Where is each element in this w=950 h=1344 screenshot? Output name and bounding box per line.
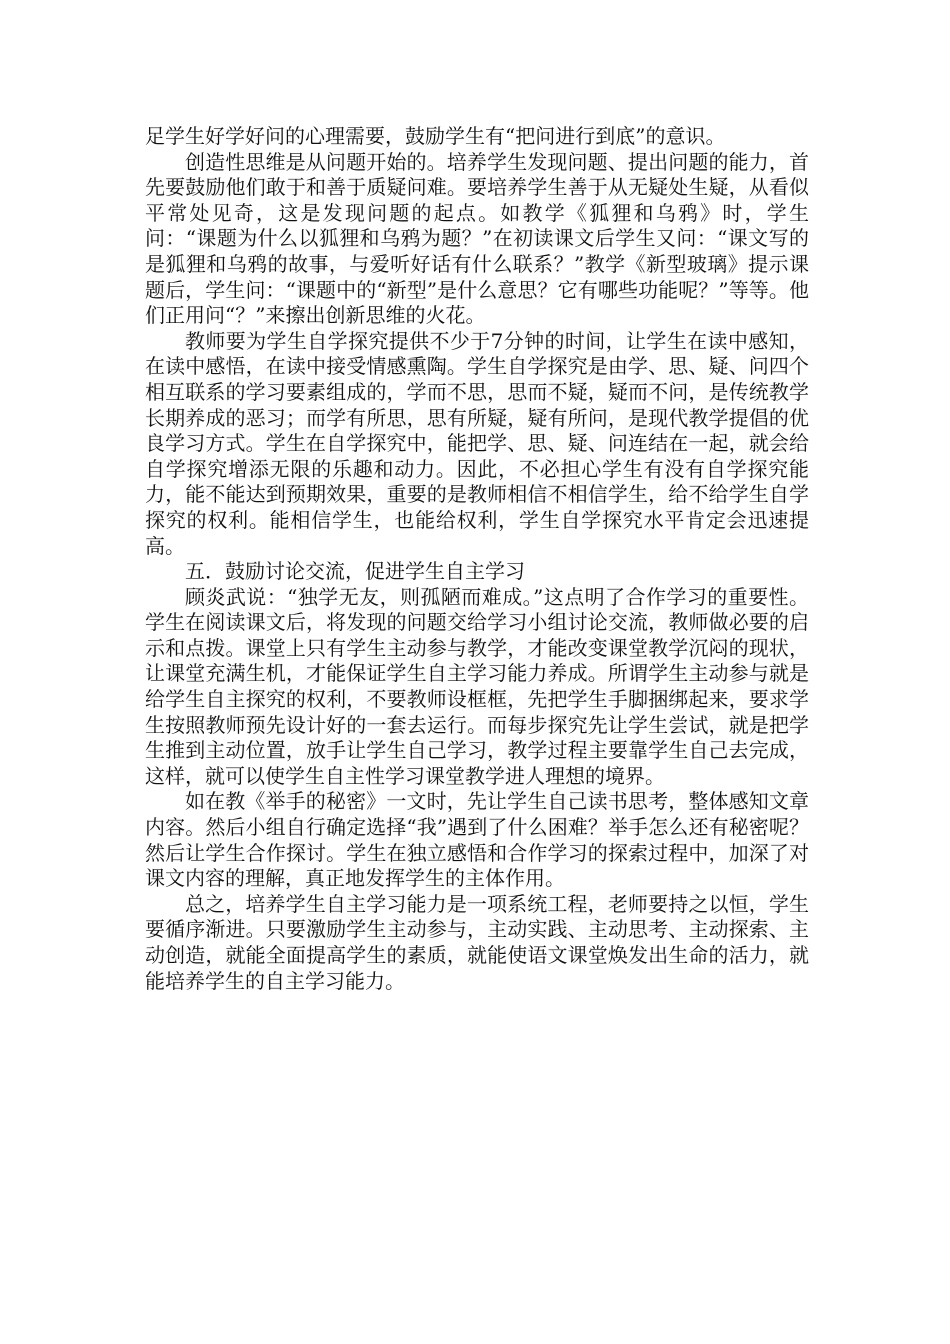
paragraph-example-lesson: 如在教《举手的秘密》一文时，先让学生自己读书思考，整体感知文章内容。然后小组自行确定选择“我”遇到了什么困难？举手怎么还有秘密呢？然后让学生合作探讨。学生在独立感悟和合作学习的探索过程中，加深了对课文内容的理解，真正地发挥学生的主体作用。 [145, 789, 809, 891]
paragraph-self-study-time: 教师要为学生自学探究提供不少于7分钟的时间，让学生在读中感知，在读中感悟，在读中接受情感熏陶。学生自学探究是由学、思、疑、问四个相互联系的学习要素组成的，学而不思，思而不疑，疑而不问，是传统教学长期养成的恶习；而学有所思，思有所疑，疑有所问，是现代教学提倡的优良学习方式。学生在自学探究中，能把学、思、疑、问连结在一起，就会给自学探究增添无限的乐趣和动力。因此，不必担心学生有没有自学探究能力，能不能达到预期效果，重要的是教师相信不相信学生，给不给学生自学探究的权利。能相信学生，也能给权利，学生自学探究水平肯定会迅速提高。 [145, 328, 809, 558]
section-heading-discussion: 五．鼓励讨论交流，促进学生自主学习 [185, 559, 525, 584]
paragraph-conclusion: 总之，培养学生自主学习能力是一项系统工程，老师要持之以恒，学生要循序渐进。只要激励学生主动参与，主动实践、主动思考、主动探索、主动创造，就能全面提高学生的素质，就能使语文课堂焕发出生命的活力，就能培养学生的自主学习能力。 [145, 891, 809, 993]
document-body [145, 124, 809, 994]
paragraph-cooperative-learning: 顾炎武说：“独学无友，则孤陋而难成。”这点明了合作学习的重要性。学生在阅读课文后，将发现的问题交给学习小组讨论交流，教师做必要的启示和点拨。课堂上只有学生主动参与教学，才能改变课堂教学沉闷的现状，让课堂充满生机，才能保证学生自主学习能力养成。所谓学生主动参与就是给学生自主探究的权利，不要教师设框框，先把学生手脚捆绑起来，要求学生按照教师预先设计好的一套去运行。而每步探究先让学生尝试，就是把学生推到主动位置，放手让学生自己学习，教学过程主要靠学生自己去完成，这样，就可以使学生自主性学习课堂教学进人理想的境界。 [145, 584, 809, 788]
paragraph-creative-thinking: 创造性思维是从问题开始的。培养学生发现问题、提出问题的能力，首先要鼓励他们敢于和善于质疑问难。要培养学生善于从无疑处生疑，从看似平常处见奇，这是发现问题的起点。如教学《狐狸和乌鸦》时，学生问：“课题为什么以狐狸和乌鸦为题？”在初读课文后学生又问：“课文写的是狐狸和乌鸦的故事，与爱听好话有什么联系？”教学《新型玻璃》提示课题后，学生问：“课题中的“新型”是什么意思？它有哪些功能呢？”等等。他们正用问“？”来擦出创新思维的火花。 [145, 149, 809, 328]
paragraph-continuation: 足学生好学好问的心理需要，鼓励学生有“把问进行到底”的意识。 [145, 124, 726, 148]
